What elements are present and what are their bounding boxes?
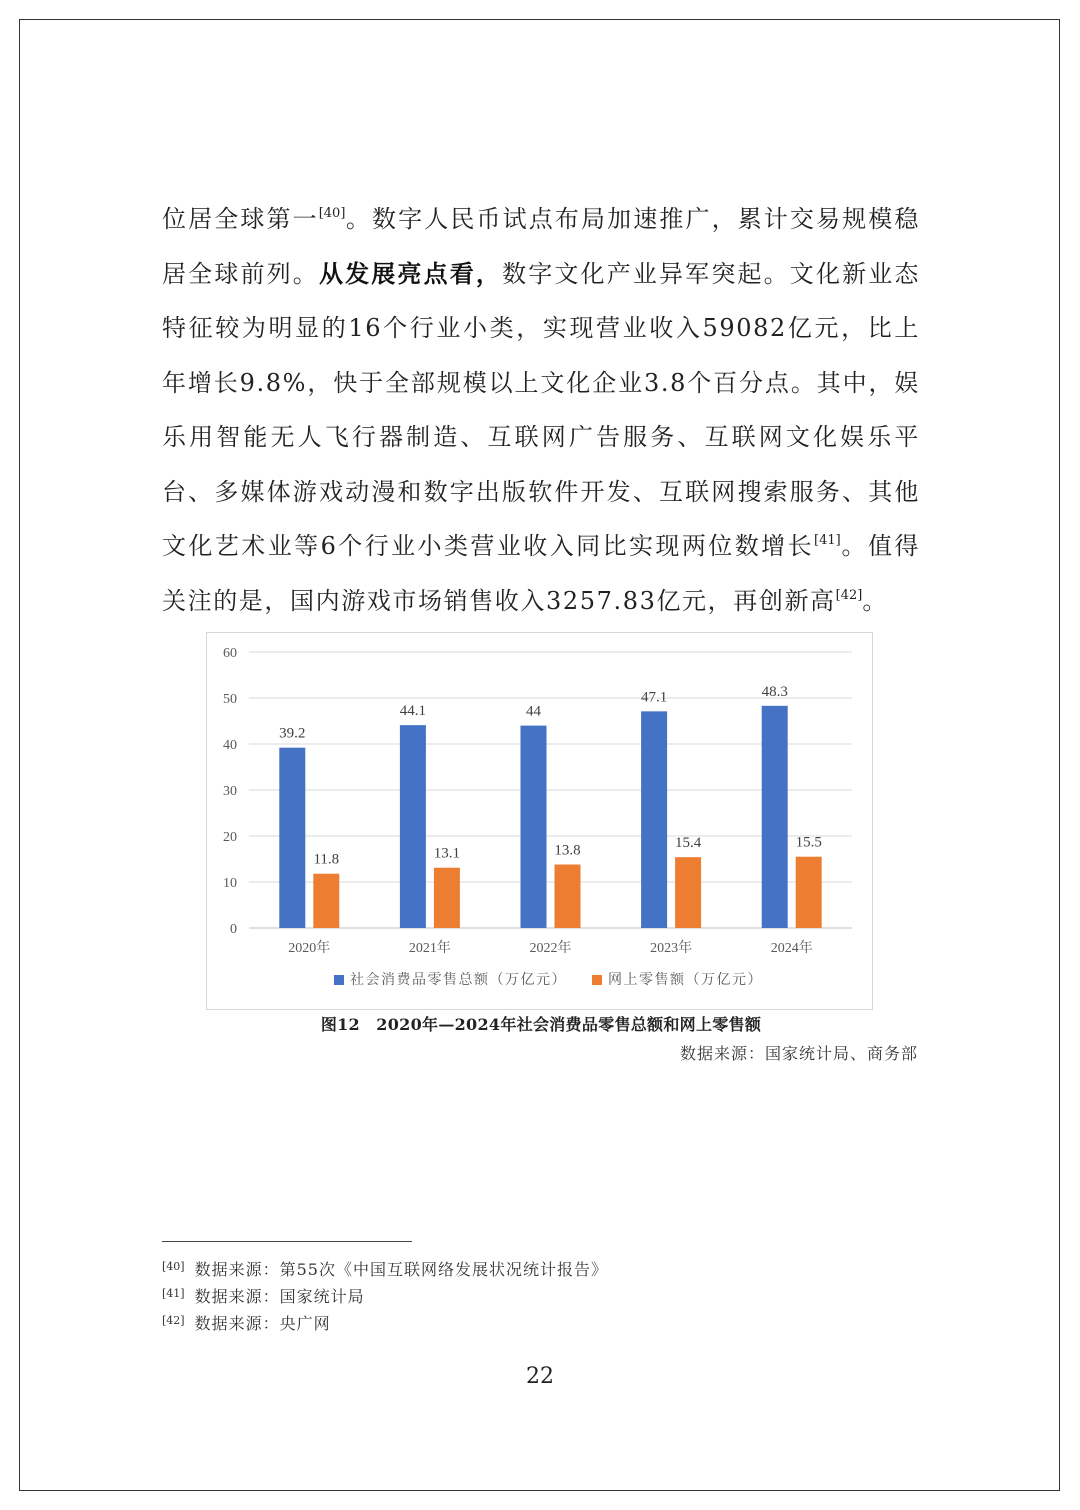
- data-label: 48.3: [761, 683, 788, 700]
- footnote-divider: [162, 1241, 412, 1242]
- bar-retail-total: [400, 725, 426, 928]
- y-tick-label: 10: [223, 876, 237, 891]
- data-label: 44.1: [399, 703, 427, 720]
- highlight-phrase: 从发展亮点看，: [318, 258, 503, 288]
- data-label: 47.1: [640, 689, 668, 706]
- body-paragraph: 位居全球第一[40]。数字人民币试点布局加速推广，累计交易规模稳居全球前列。从发展亮点看，数字文化产业异军突起。文化新业态特征较为明显的16个行业小类，实现营业收入59082亿元，比上年增长9.8%，快于全部规模以上文化企业3.8个百分点。其中，娱乐用智能无人飞行器制造、互联网广告服务、互联网文化娱乐平台、多媒体游戏动漫和数字出版软件开发、互联网搜索服务、其他文化艺术业等6个行业小类营业收入同比实现两位数增长[41]。值得关注的是，国内游戏市场销售收入3257.83亿元，再创新高[42]。: [162, 205, 921, 615]
- y-tick-label: 40: [223, 738, 237, 753]
- footnote-item: [41] 数据来源：国家统计局: [162, 1287, 365, 1306]
- x-tick-label: 2020年: [288, 941, 331, 956]
- y-tick-label: 20: [223, 830, 237, 845]
- x-tick-label: 2021年: [408, 941, 451, 956]
- bar-online-retail: [796, 857, 822, 928]
- footnote-ref-40[interactable]: [40]: [318, 206, 346, 221]
- footnote-ref-41[interactable]: [41]: [814, 533, 841, 548]
- bar-online-retail: [675, 857, 701, 928]
- x-tick-label: 2024年: [770, 941, 813, 956]
- footnotes: [162, 1253, 608, 1334]
- y-tick-label: 60: [223, 646, 237, 661]
- figure-caption: 图12 2020年—2024年社会消费品零售总额和网上零售额: [320, 1015, 762, 1034]
- y-tick-label: 50: [223, 692, 237, 707]
- data-label: 15.4: [674, 835, 702, 852]
- data-label: 15.5: [795, 834, 822, 851]
- footnote-item: [42] 数据来源：央广网: [162, 1314, 331, 1333]
- bar-retail-total: [521, 726, 547, 928]
- footnote-ref-42[interactable]: [42]: [835, 587, 863, 603]
- page-number: 22: [526, 1364, 554, 1389]
- y-tick-label: 30: [223, 784, 237, 799]
- bar-chart: [206, 632, 873, 1010]
- data-label: 44: [526, 703, 541, 720]
- y-tick-label: 0: [230, 922, 237, 937]
- bar-retail-total: [279, 748, 305, 928]
- data-label: 11.8: [313, 851, 340, 868]
- legend-swatch-online-retail: [592, 975, 602, 985]
- bar-online-retail: [555, 865, 581, 928]
- data-label: 13.8: [554, 842, 581, 859]
- bar-online-retail: [434, 868, 460, 928]
- legend-label: 社会消费品零售总额（万亿元）: [350, 972, 567, 988]
- x-tick-label: 2022年: [529, 941, 572, 956]
- data-label: 13.1: [433, 845, 461, 862]
- x-tick-label: 2023年: [650, 941, 693, 956]
- footnote-item: [40] 数据来源：第55次《中国互联网络发展状况统计报告》: [162, 1260, 608, 1279]
- legend-label: 网上零售额（万亿元）: [608, 972, 763, 988]
- bar-online-retail: [313, 874, 339, 928]
- legend-swatch-retail-total: [334, 975, 344, 985]
- bar-retail-total: [641, 711, 667, 928]
- figure-source: 数据来源：国家统计局、商务部: [679, 1044, 918, 1063]
- data-label: 39.2: [279, 725, 306, 742]
- bar-retail-total: [762, 706, 788, 928]
